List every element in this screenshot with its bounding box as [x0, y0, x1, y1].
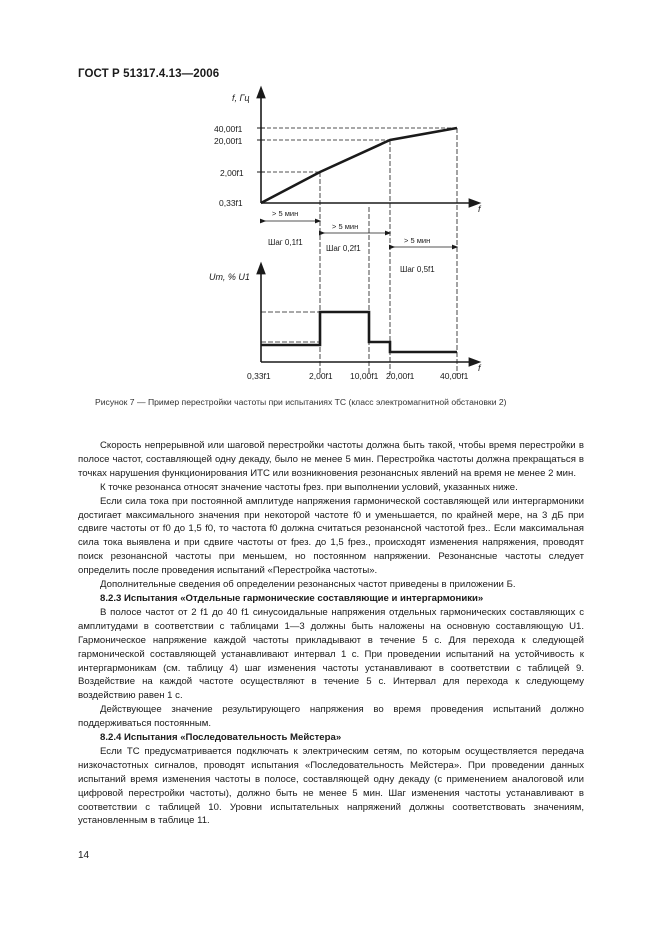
y-tick-40: 40,00f1: [214, 124, 243, 134]
x-tick-20: 20,00f1: [386, 371, 415, 381]
paragraph: Действующее значение результирующего напряжения во время проведения испытаний должно поддерживаться постоянным.: [78, 704, 584, 730]
section-heading-8-2-3: 8.2.3 Испытания «Отдельные гармонические составляющие и интергармоники»: [100, 592, 484, 604]
paragraph: К точке резонанса относят значение частоты fрез. при выполнении условий, указанных ниже.: [100, 481, 518, 493]
page-number: 14: [78, 850, 90, 861]
voltage-level-line: [261, 312, 457, 352]
top-x-axis-label: f: [478, 204, 481, 214]
duration-label-1: > 5 мин: [272, 209, 299, 218]
paragraph: Если ТС предусматривается подключать к электрическим сетям, по которым осуществляется передача низкочастотных сигналов, проводят испытания «Последовательность Мейстера». При проведении данных испытаний время изменения частоты в полосе, составляющей одну декаду (с применением аналоговой или цифровой перестройки частоты), должно быть не менее 5 мин. Шаг изменения частоты устанавливают в соответствии с таблицей 10. Уровни испытательных напряжений должны соответствовать значениям, установленным в таблице 11.: [78, 745, 584, 827]
x-tick-10: 10,00f1: [350, 371, 379, 381]
figure-caption: Рисунок 7 — Пример перестройки частоты при испытаниях ТС (класс электромагнитной обстановки 2): [95, 397, 507, 407]
duration-label-2: > 5 мин: [332, 222, 359, 231]
y-tick-033: 0,33f1: [219, 198, 243, 208]
top-chart: [214, 92, 482, 375]
step-label-1: Шаг 0,1f1: [268, 238, 303, 247]
y-tick-20: 20,00f1: [214, 136, 243, 146]
x-tick-033: 0,33f1: [247, 371, 271, 381]
paragraph: В полосе частот от 2 f1 до 40 f1 синусоидальные напряжения отдельных гармонических составляющих с амплитудами в соответствии с таблицами 1—3 должны быть наложены на основную составляющую U1. Гармоническое напряжение каждой частоты прикладывают в течение 5 с. Для перехода к следующей гармонической составляющей устанавливают интервал 1 с. При проведении испытаний на устойчивость к интергармоникам (см. таблицу 4) шаг изменения частоты устанавливают в соответствии с таблицей 9. Воздействие на каждой частоте осуществляют в течение 5 с. Интервал для перехода к следующему воздействию равен 1 с.: [78, 606, 584, 702]
step-label-2: Шаг 0,2f1: [326, 244, 361, 253]
y-tick-2: 2,00f1: [220, 168, 244, 178]
bottom-chart: [209, 268, 482, 381]
paragraph: Дополнительные сведения об определении резонансных частот приведены в приложении Б.: [100, 579, 516, 591]
frequency-sweep-figure: [0, 0, 661, 400]
x-tick-2: 2,00f1: [309, 371, 333, 381]
standard-header: ГОСТ Р 51317.4.13—2006: [78, 68, 220, 80]
frequency-sweep-line: [261, 128, 457, 203]
section-heading-8-2-4: 8.2.4 Испытания «Последовательность Мейстера»: [100, 732, 342, 744]
bottom-x-axis-label: f: [478, 363, 481, 373]
body-text: [78, 439, 584, 828]
step-label-3: Шаг 0,5f1: [400, 265, 435, 274]
top-y-axis-label: f, Гц: [232, 93, 250, 103]
x-tick-40: 40,00f1: [440, 371, 469, 381]
duration-label-3: > 5 мин: [404, 236, 431, 245]
bottom-y-axis-label: Uт, % U1: [209, 272, 250, 282]
paragraph: Скорость непрерывной или шаговой перестройки частоты должна быть такой, чтобы время перестройки в полосе частот, составляющей одну декаду, было не менее 5 мин. Перестройка частоты должна прекращаться в точках нарушения функционирования ИТС или возникновения резонансных явлений на время не менее 2 мин.: [78, 440, 584, 479]
paragraph: Если сила тока при постоянной амплитуде напряжения гармонической составляющей или интергармоники достигает максимального значения при некоторой частоте f0 и уменьшается, по крайней мере, на 3 дБ при сдвиге частоты от f0 до 1,5 f0, то частота f0 должна считаться резонансной частотой fрез.. Если максимальная сила тока выявлена и при сдвиге частоты от fрез. до 1,5 fрез., происходят изменения напряжения, проводят поиск резонансной частоты при меньшем, но постоянном напряжении. Резонансные частоты следует определить после проведения испытаний «Перестройка частоты».: [78, 495, 584, 577]
